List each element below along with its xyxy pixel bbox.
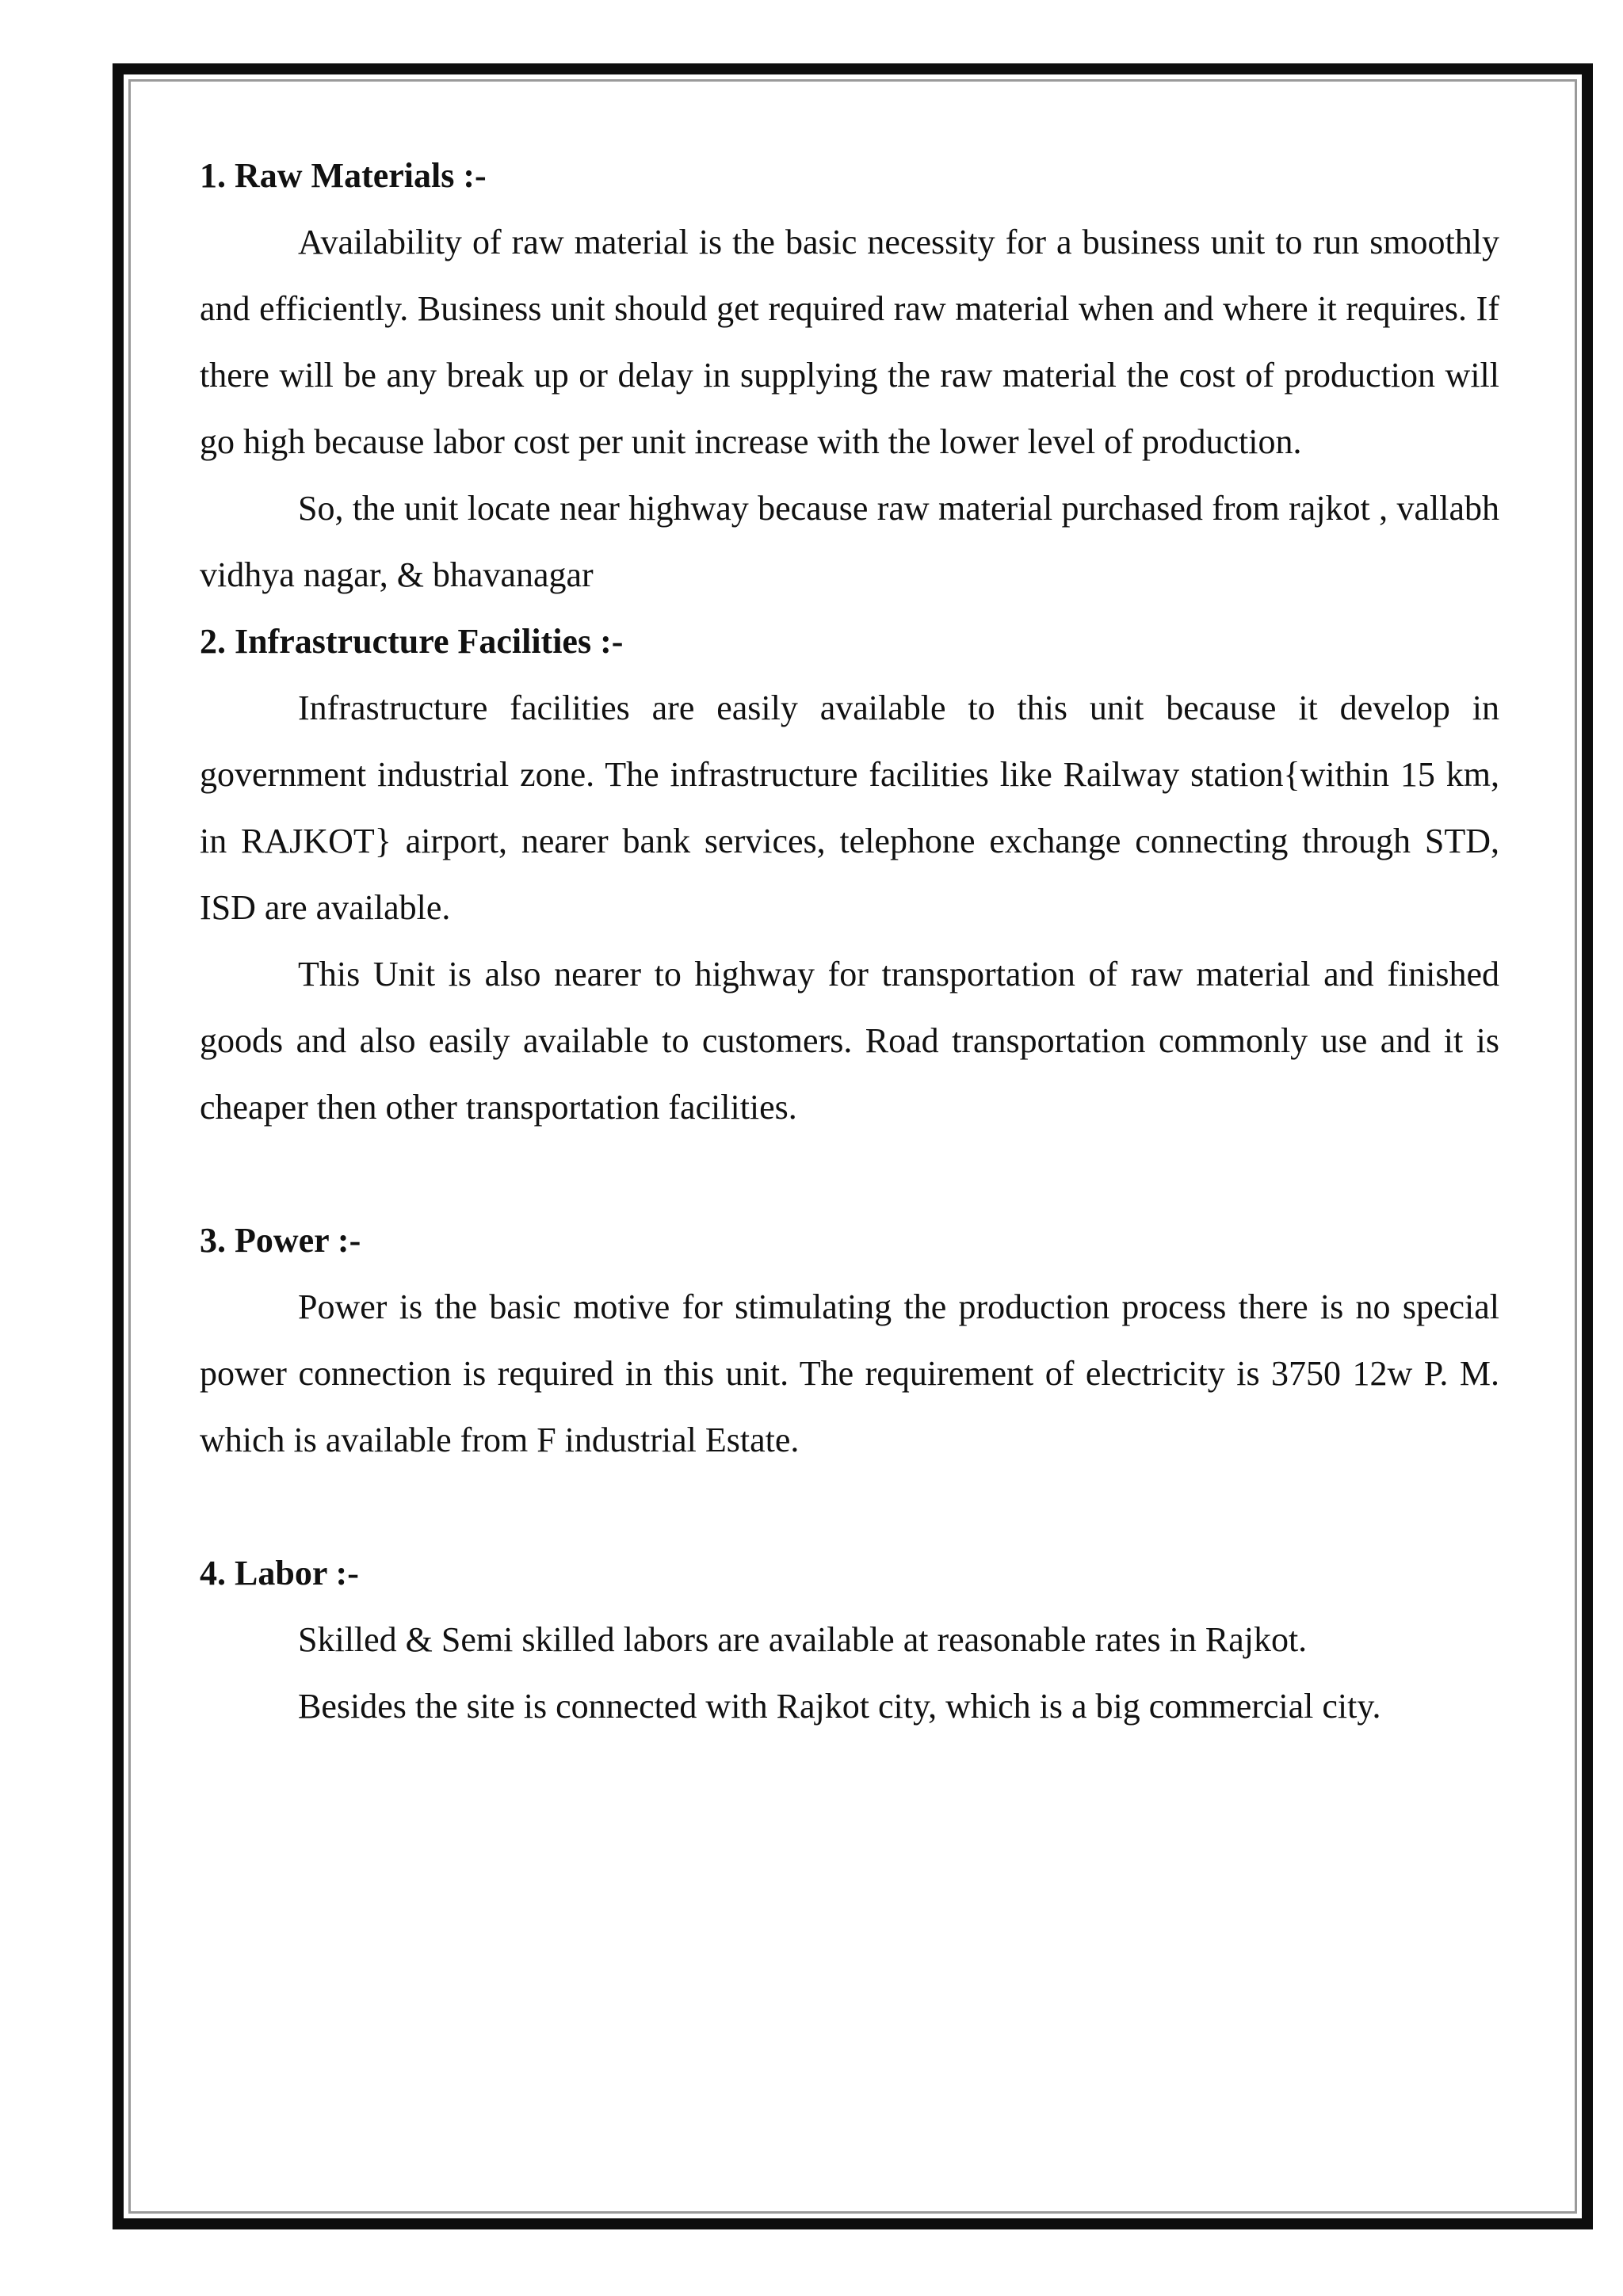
section-heading-labor: 4. Labor :- xyxy=(200,1554,359,1592)
section-spacer xyxy=(200,1141,1499,1207)
section-heading-power: 3. Power :- xyxy=(200,1221,361,1260)
section-heading-raw-materials: 1. Raw Materials :- xyxy=(200,156,487,195)
section-heading-infrastructure: 2. Infrastructure Facilities :- xyxy=(200,622,624,661)
paragraph-infrastructure-2: This Unit is also nearer to highway for transportation of raw material and finished goods and also easily available to customers. Road transportation commonly use and it is cheaper then other transportation facilities. xyxy=(200,955,1499,1127)
paragraph-infrastructure-1: Infrastructure facilities are easily available to this unit because it develop in government industrial zone. The infrastructure facilities like Railway station{within 15 km, in RAJKOT} airport, nearer bank services, telephone exchange connecting through STD, ISD are available. xyxy=(200,688,1499,927)
document-body xyxy=(200,143,1499,1740)
section-spacer xyxy=(200,1474,1499,1540)
paragraph-power-1: Power is the basic motive for stimulating the production process there is no special power connection is required in this unit. The requirement of electricity is 3750 12w P. M. which is available from F industrial Estate. xyxy=(200,1287,1499,1459)
labor-line-2: Besides the site is connected with Rajkot city, which is a big commercial city. xyxy=(298,1687,1381,1726)
labor-line-1: Skilled & Semi skilled labors are available at reasonable rates in Rajkot. xyxy=(298,1620,1308,1659)
paragraph-raw-materials-1: Availability of raw material is the basic necessity for a business unit to run smoothly and efficiently. Business unit should get required raw material when and where it requires. If there will be any break up or delay in supplying the raw material the cost of production will go high because labor cost per unit increase with the lower level of production. xyxy=(200,223,1499,461)
paragraph-raw-materials-2: So, the unit locate near highway because raw material purchased from rajkot , vallabh vidhya nagar, & bhavanagar xyxy=(200,489,1499,594)
